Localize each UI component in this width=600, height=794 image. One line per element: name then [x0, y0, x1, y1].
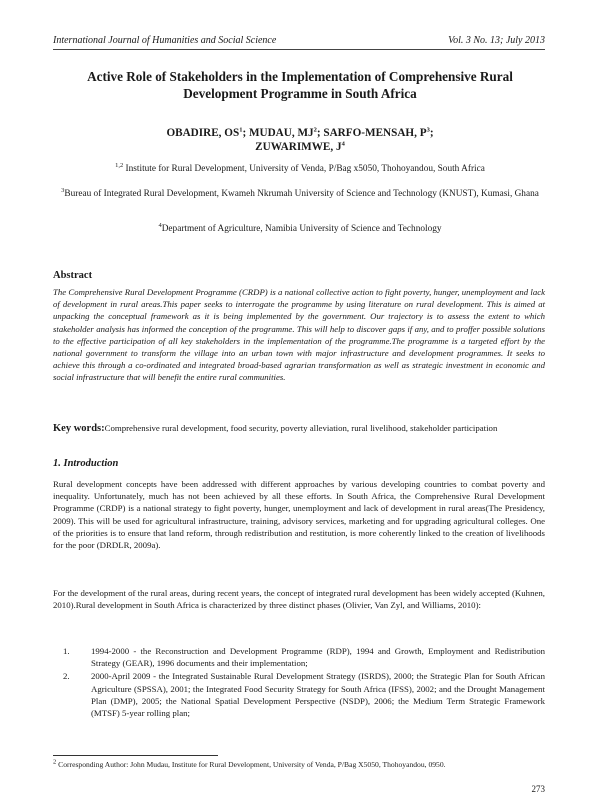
- paper-title: [60, 68, 540, 102]
- running-header: [53, 35, 545, 46]
- title-line-2: Development Programme in South Africa: [183, 86, 417, 101]
- author-line-1: OBADIRE, $OS^1$; MUDAU, $MJ^2$; SARFO-MENSAH, $P^3$;: [166, 126, 434, 139]
- author-name: MUDAU, MJ: [248, 127, 314, 139]
- keywords: [53, 423, 545, 435]
- author-line-2: [60, 140, 540, 154]
- author-name: SARFO-MENSAH, P: [323, 127, 427, 139]
- author-name: OBADIRE, OS: [166, 127, 240, 139]
- affiliation-text: Institute for Rural Development, University of Venda, P/Bag x5050, Thohoyandou, South Africa: [125, 164, 485, 174]
- list-item: [53, 645, 545, 669]
- keywords-label: Key words:: [53, 423, 105, 434]
- intro-paragraph-1: Rural development concepts have been addressed with different approaches by various developing countries to combat poverty and inequality. Unfortunately, much has not been achieved by all these efforts. In South Africa, the Comprehensive Rural Development Programme (CRDP) is a national strategy to fight poverty, hunger, unemployment and lack of development in rural areas(The Presidency, 2009). This will be used for agricultural infrastructure, training, advisory services, marketing and for upgrading agricultural colleges. One of the priorities is to ensure that land reform, through redistribution and restitution, is more coherently linked to the creation of livelihoods for the poor (DRDLR, 2009a).: [53, 479, 545, 551]
- abstract-text: The Comprehensive Rural Development Programme (CRDP) is a national collective action to fight poverty, hunger, unemployment and lack of development in rural areas.This paper seeks to interrogate the programme by using literature on rural development. This is aimed at unpacking the conceptual framework as it is being implemented by the government. Our trajectory is to assess the extent to which stakeholder analysis has informed the conception of the programme. This will help to discover gaps if any, and to proffer possible solutions to the effective participation of all key stakeholders in the implementation of the programme.The programme is a targeted effort by the national government to transform the village into an urban town with major infrastructure and development programmes. It seeks to achieve this through a co-ordinated and integrated broad-based agrarian transformation as well as strategic investment in economic and social infrastructure that will benefit the entire rural communities.: [53, 287, 545, 383]
- phases-list: [53, 645, 545, 720]
- affiliation-3: [60, 223, 540, 236]
- affiliation-1: [60, 163, 540, 176]
- list-number: 2.: [63, 671, 70, 682]
- author-list: [60, 126, 540, 154]
- author-sup: 3: [426, 126, 430, 134]
- affiliation-sup: 3: [61, 186, 65, 194]
- list-item: [53, 670, 545, 719]
- footnote-divider: [53, 755, 218, 756]
- title-line-1: Active Role of Stakeholders in the Implementation of Comprehensive Rural: [87, 69, 513, 84]
- author-sup: 2: [313, 126, 317, 134]
- page-number: 273: [531, 784, 545, 794]
- header-divider: [53, 49, 545, 50]
- affiliation-sup: 4: [158, 221, 162, 229]
- footnote: [53, 760, 545, 770]
- keywords-text: Comprehensive rural development, food security, poverty alleviation, rural livelihood, stakeholder participation: [104, 423, 498, 433]
- list-text: 2000-April 2009 - the Integrated Sustainable Rural Development Strategy (ISRDS), 2000; the Strategic Plan for South African Agriculture (SPSSA), 2001; the Integrated Food Security Strategy for South Africa (IFSS), 2002; and the Drought Management Plan (DMP), 2005; the National Spatial Development Perspective (NSDP), 2006; the Medium Term Strategic Framework (MTSF) 5-year rolling plan;: [91, 671, 545, 719]
- list-number: 1.: [63, 646, 70, 656]
- intro-paragraph-2: For the development of the rural areas, during recent years, the concept of integrated rural development has been widely accepted (Kuhnen, 2010).Rural development in South Africa is characterized by three distinct phases (Olivier, Van Zyl, and Williams, 2010):: [53, 588, 545, 611]
- affiliation-sup: 1,2: [115, 161, 124, 169]
- affiliation-text: Bureau of Integrated Rural Development, Kwameh Nkrumah University of Science and Technology (KNUST), Kumasi, Ghana: [64, 189, 539, 199]
- affiliation-2: [60, 188, 540, 201]
- author-name: ZUWARIMWE, J: [255, 141, 342, 153]
- footnote-sup: 2: [53, 758, 57, 766]
- footnote-text: Corresponding Author: John Mudau, Institute for Rural Development, University of Venda, P/Bag X5050, Thohoyandou, 0950.: [58, 760, 446, 769]
- list-text: 1994-2000 - the Reconstruction and Development Programme (RDP), 1994 and Growth, Employment and Redistribution Strategy (GEAR), 1996 documents and their implementation;: [91, 646, 545, 669]
- journal-name: International Journal of Humanities and Social Science: [53, 35, 277, 46]
- author-sup: 1: [239, 126, 243, 134]
- abstract-heading: Abstract: [53, 270, 93, 281]
- affiliation-text: Department of Agriculture, Namibia University of Science and Technology: [161, 224, 442, 234]
- author-sup: 4: [341, 140, 345, 148]
- section-heading-introduction: 1. Introduction: [53, 458, 119, 469]
- volume-info: Vol. 3 No. 13; July 2013: [448, 35, 545, 46]
